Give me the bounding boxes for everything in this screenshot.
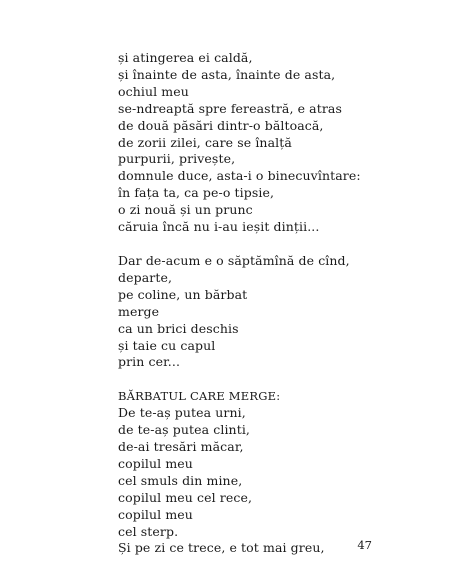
poem-line: se-ndreaptă spre fereastră, e atras (118, 100, 342, 116)
poem-line: de două păsări dintr-o băltoacă, (118, 117, 324, 133)
stanza-2 (118, 253, 418, 371)
poem-line: pe coline, un bărbat (118, 286, 248, 302)
poem-line: în fața ta, ca pe-o tipsie, (118, 185, 275, 201)
poem-line: și taie cu capul (118, 337, 216, 353)
poem-line: ca un brici deschis (118, 320, 239, 336)
page-number: 47 (357, 538, 372, 552)
poem-line: De te-aș putea urni, (118, 405, 246, 421)
poem-line: prin cer... (118, 354, 181, 370)
poem-line: cel sterp. (118, 523, 179, 539)
poem-line: merge (118, 303, 160, 319)
poem-line: domnule duce, asta-i o binecuvîntare: (118, 168, 361, 184)
poem-line: ochiul meu (118, 83, 189, 99)
poem-text (118, 50, 418, 557)
poem-line: purpurii, privește, (118, 151, 236, 167)
poem-line: Dar de-acum e o săptămînă de cînd, (118, 252, 350, 268)
speaker-heading: BĂRBATUL CARE MERGE: (118, 389, 281, 404)
poem-line: cel smuls din mine, (118, 472, 243, 488)
poem-line: și atingerea ei caldă, (118, 50, 253, 65)
poem-line: o zi nouă și un prunc (118, 202, 253, 218)
stanza-3 (118, 388, 418, 557)
stanza-1 (118, 50, 418, 236)
poem-line: căruia încă nu i-au ieșit dinții... (118, 219, 320, 235)
poem-line: departe, (118, 269, 173, 285)
poem-line: de-ai tresări măcar, (118, 439, 244, 455)
poem-line: și înainte de asta, înainte de asta, (118, 66, 336, 82)
poem-line: copilul meu (118, 506, 193, 522)
poem-line: de te-aș putea clinti, (118, 422, 250, 438)
poem-line: copilul meu (118, 455, 193, 471)
poem-line: copilul meu cel rece, (118, 489, 253, 505)
poem-line: Și pe zi ce trece, e tot mai greu, (118, 540, 325, 556)
poem-line: de zorii zilei, care se înalță (118, 134, 292, 150)
